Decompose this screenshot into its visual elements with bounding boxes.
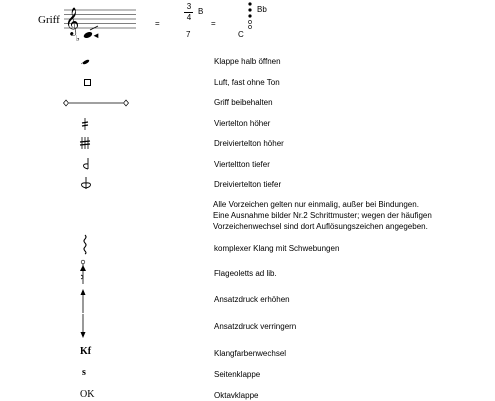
legend-text-side-key: Seitenklappe [214, 370, 261, 379]
legend-text-quarter-flat: Vierteltton tiefer [214, 160, 270, 169]
down-arrow-icon [78, 313, 88, 339]
note-line-3: Vorzeichenwechsel sind dort Auflösungszeichen angegeben. [213, 222, 428, 231]
up-arrow-icon [78, 288, 88, 314]
legend-text-half-key: Klappe halb öffnen [214, 57, 281, 66]
legend-text-pressure-down: Ansatzdruck verringern [214, 322, 297, 331]
legend-text-quarter-sharp: Viertelton höher [214, 119, 271, 128]
square-icon [84, 79, 91, 86]
three-quarter-sharp-icon [79, 136, 91, 150]
equals-sign-1: = [155, 19, 160, 28]
seven-label: 7 [186, 30, 191, 39]
quarter-sharp-icon [80, 117, 90, 131]
legend-text-timbre: Klangfarbenwechsel [214, 349, 287, 358]
legend-text-three-quarter-sharp: Dreiviertelton höher [214, 139, 284, 148]
quarter-flat-icon [81, 157, 91, 171]
fraction-top: 3 [186, 2, 192, 11]
fraction-bottom: 4 [186, 13, 192, 22]
note-line-1: Alle Vorzeichen gelten nur einmalig, außer bei Bindungen. [213, 200, 419, 209]
wavy-line-icon [81, 234, 89, 254]
accidentals-note [213, 199, 432, 232]
kf-symbol: Kf [80, 346, 92, 357]
legend-text-harmonics: Flageoletts ad lib. [214, 269, 277, 278]
note-line-2: Eine Ausnahme bilder Nr.2 Schrittmuster; wegen der häufigen [213, 211, 432, 220]
legend-text-three-quarter-flat: Dreiviertelton tiefer [214, 180, 282, 189]
legend-text-air: Luft, fast ohne Ton [214, 78, 280, 87]
legend-text-pressure-up: Ansatzdruck erhöhen [214, 295, 290, 304]
staff-with-treble-clef [62, 4, 142, 44]
equals-sign-2: = [211, 19, 216, 28]
three-quarter-flat-icon [79, 176, 93, 190]
b-label: B [198, 7, 204, 16]
svg-text:♭: ♭ [76, 34, 80, 43]
bb-label: Bb [257, 5, 267, 14]
legend-text-complex-sound: komplexer Klang mit Schwebungen [214, 244, 340, 253]
hold-line-icon [62, 98, 132, 108]
svg-text:◄: ◄ [92, 31, 100, 40]
legend-text-hold: Griff beibehalten [214, 98, 273, 107]
svg-text:𝄞: 𝄞 [65, 7, 80, 35]
half-key-icon [80, 57, 92, 67]
harmonic-arrow-icon [78, 259, 88, 285]
griff-label: Griff [38, 14, 60, 26]
s-symbol: s [82, 367, 86, 378]
legend-text-octave-key: Oktavklappe [214, 391, 259, 400]
ok-symbol: OK [80, 389, 95, 400]
c-label: C [238, 30, 244, 39]
